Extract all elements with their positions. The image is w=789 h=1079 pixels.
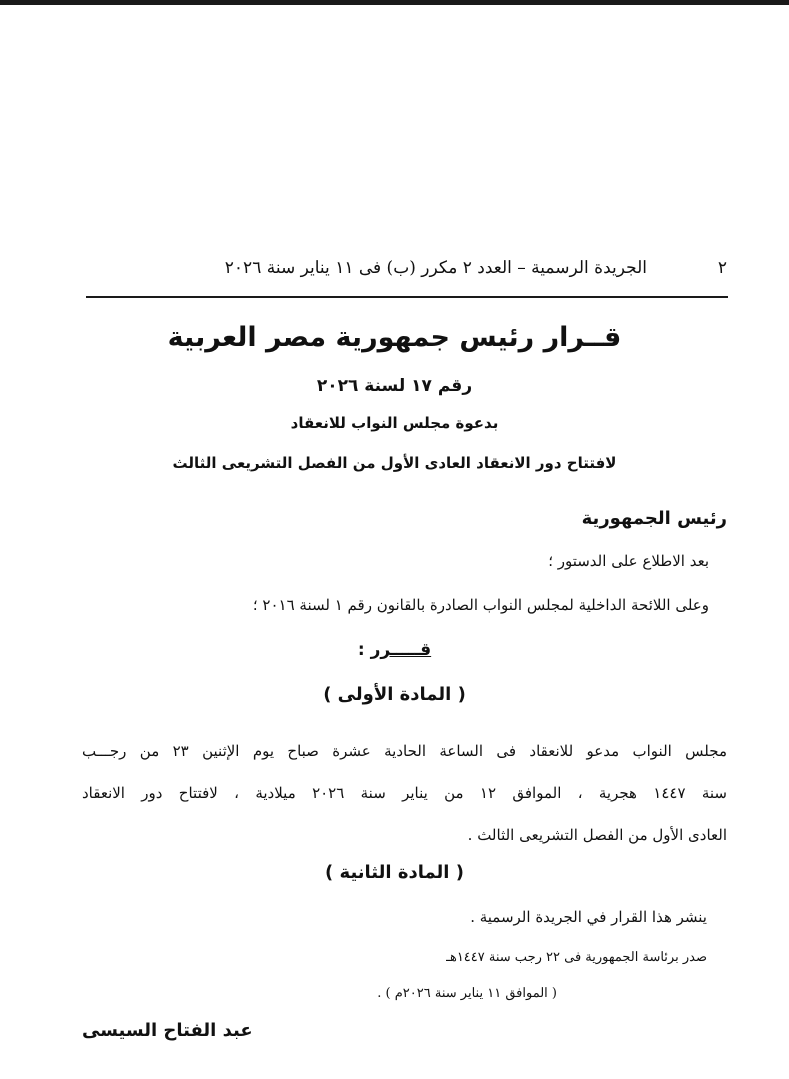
decree-subject-line-2: لافتتاح دور الانعقاد العادى الأول من الفصل التشريعى الثالث <box>172 454 617 472</box>
issuance-line-2: ( الموافق ١١ يناير سنة ٢٠٢٦م ) . <box>377 986 557 1001</box>
president-heading: رئيس الجمهورية <box>581 508 727 529</box>
decided-colon: : <box>357 640 365 660</box>
preamble-clause-bylaws: وعلى اللائحة الداخلية لمجلس النواب الصادرة بالقانون رقم ١ لسنة ٢٠١٦ ؛ <box>252 596 709 614</box>
article-1-line-3: العادى الأول من الفصل التشريعى الثالث . <box>467 826 727 844</box>
article-1-line-2: سنة ١٤٤٧ هجرية ، الموافق ١٢ من يناير سنة ٢٠٢٦ ميلادية ، لافتتاح دور الانعقاد <box>82 784 727 802</box>
decided-heading <box>0 640 789 660</box>
page-number: ٢ <box>717 258 727 278</box>
article-1-body <box>82 730 727 856</box>
decree-subject-line-1: بدعوة مجلس النواب للانعقاد <box>290 414 499 432</box>
decree-number: رقم ١٧ لسنة ٢٠٢٦ <box>316 376 473 396</box>
article-2-text: ينشر هذا القرار في الجريدة الرسمية . <box>470 908 707 926</box>
article-2-heading: ( المادة الثانية ) <box>325 862 464 883</box>
issuance-line-1: صدر برئاسة الجمهورية فى ٢٢ رجب سنة ١٤٤٧هـ <box>446 950 707 965</box>
header-divider <box>86 296 728 298</box>
gazette-issue-line: الجريدة الرسمية – العدد ٢ مكرر (ب) فى ١١ يناير سنة ٢٠٢٦ <box>224 258 647 278</box>
article-1-heading: ( المادة الأولى ) <box>323 684 466 705</box>
president-signature: عبد الفتاح السيسى <box>82 1020 253 1041</box>
decree-title: قــرار رئيس جمهورية مصر العربية <box>167 322 622 353</box>
preamble-clause-constitution: بعد الاطلاع على الدستور ؛ <box>548 552 709 570</box>
decided-label: قـــــرر <box>370 640 432 660</box>
article-1-line-1: مجلس النواب مدعو للانعقاد فى الساعة الحادية عشرة صباح يوم الإثنين ٢٣ من رجـــب <box>82 742 727 760</box>
page-header <box>170 256 727 284</box>
